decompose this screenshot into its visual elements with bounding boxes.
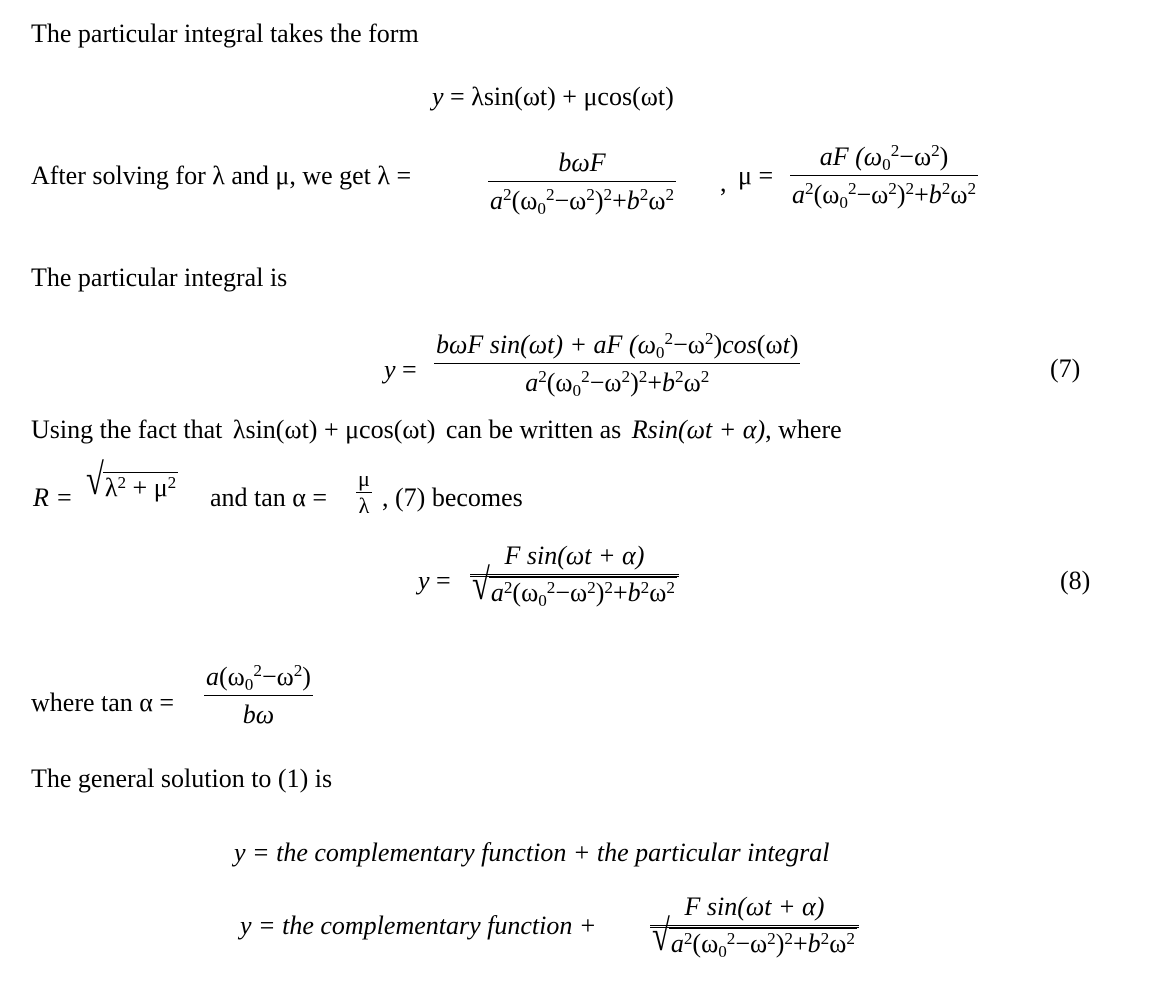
eq8-lhs: y = [418, 566, 451, 595]
and-tan-alpha-text: and tan α = [210, 483, 328, 512]
mu-over-lambda-fraction: μ λ [358, 466, 370, 518]
equation-number-8: (8) [1060, 566, 1091, 595]
becomes-text: , (7) becomes [382, 483, 523, 512]
eq7-lhs: y = [384, 355, 417, 384]
eq8-fraction: F sin(ωt + α) √ $a^2(\omega_0^2-\omega^2)^2+b^2\omega^2$ [470, 543, 679, 606]
general-solution-fraction: F sin(ωt + α) √ $a^2(\omega_0^2-\omega^2)^2+b^2\omega^2$ [650, 894, 859, 957]
after-solving-text: After solving for λ and μ, we get λ = [31, 161, 412, 190]
mu-equals: μ = [738, 161, 774, 190]
particular-integral-is-text: The particular integral is [31, 263, 288, 292]
comma: , [720, 168, 727, 197]
general-solution-line-1: y = the complementary function + the particular integral [234, 838, 830, 867]
lambda-fraction: bωF $a^2(\omega_0^2-\omega^2)^2+b^2\omega^2$ [490, 148, 675, 219]
general-solution-line-2-lhs: y = the complementary function + [240, 911, 597, 940]
eq7-fraction: bωF sin(ωt) + aF $(\omega_0^2-\omega^2)\cos(\omega t)$ $a^2(\omega_0^2-\omega^2)^2+b^2\omega^2$ [436, 329, 799, 401]
intro-text: The particular integral takes the form [31, 19, 419, 48]
R-sqrt-expression: √ $\lambda^2 + \mu^2$ [86, 456, 177, 505]
particular-integral-form-equation: y = λsin(ωt) + μcos(ωt) [432, 82, 674, 111]
using-fact-text: Using the fact that λsin(ωt) + μcos(ωt) can be written as Rsin(ωt + α), where [31, 415, 842, 444]
tan-alpha-fraction: $a(\omega_0^2-\omega^2)$ bω [206, 661, 311, 729]
mu-fraction: aF $(\omega_0^2-\omega^2)$ $a^2(\omega_0^2-\omega^2)^2+b^2\omega^2$ [792, 141, 977, 213]
general-solution-text: The general solution to (1) is [31, 764, 333, 793]
where-tan-alpha-text: where tan α = [31, 688, 175, 717]
equation-number-7: (7) [1050, 354, 1081, 383]
R-equals: R = [33, 483, 73, 512]
